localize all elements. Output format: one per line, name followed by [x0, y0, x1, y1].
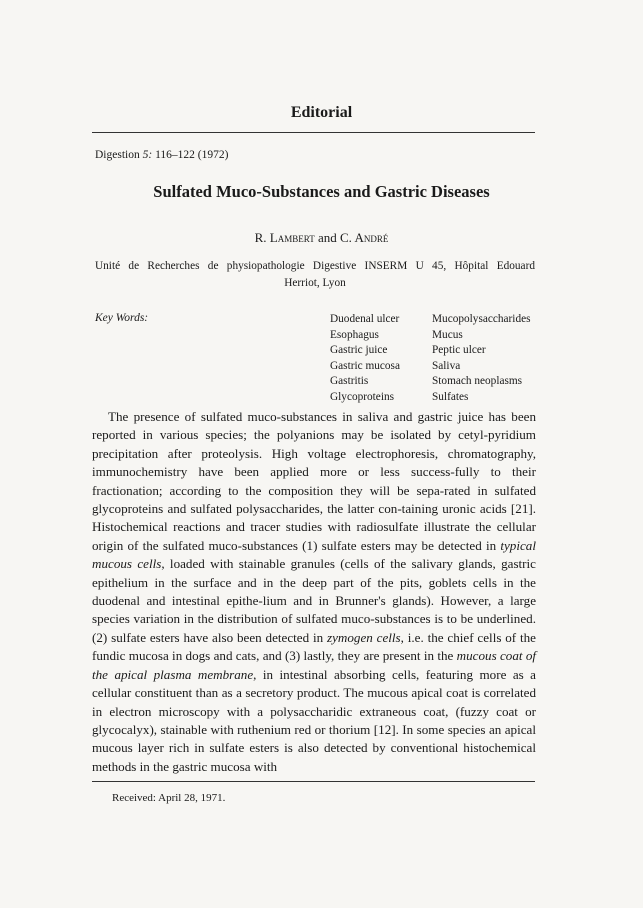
body-span: , loaded with stainable granules (cells of the salivary glands, gastric epithelium in the surface and in the deep part of the pits, goblets cells in the duodenal and intestinal epithe-lium and in Brunner's glands). However, a large species variation in the distribution of sulfated muco-substances is to be underlined. (2) sulfate esters have also been detected in — [92, 556, 536, 645]
body-emphasis: zymogen cells — [327, 629, 401, 645]
author-1: R. Lambert — [254, 230, 315, 245]
author-2: C. André — [340, 230, 389, 245]
key-words-column-2 — [432, 312, 531, 406]
key-word: Mucopolysaccharides — [432, 313, 531, 325]
key-word: Sulfates — [432, 390, 469, 403]
affiliation-line-2: Herriot, Lyon — [284, 277, 346, 289]
body-paragraph — [92, 408, 536, 776]
footnote-rule — [92, 781, 535, 782]
affiliation — [95, 258, 535, 292]
key-word: Mucus — [432, 328, 463, 341]
body-emphasis: mucous coat of the apical plasma membrane — [92, 648, 536, 682]
key-word: Esophagus — [330, 328, 379, 341]
key-word: Saliva — [432, 359, 461, 372]
key-word: Peptic ulcer — [432, 344, 486, 357]
header-rule — [92, 132, 535, 133]
body-span: The presence of sulfated muco-substances in saliva and gastric juice has been reported in various species; the polyanions may be isolated by cetyl-pyridium precipitation after proteolysis. High voltage electrophoresis, chromatography, immunochemistry have been applied more or less success-fully to their fractionation; according to the composition they will be sepa-rated in sulfated glycoproteins and sulfated polysaccharides, the latter con-taining uronic acids [21]. Histochemical reactions and tracer studies with radiosulfate illustrate the cellular origin of the sulfated muco-substances (1) sulfate esters may be detected in — [92, 409, 536, 553]
key-words-column-1 — [330, 312, 400, 406]
key-words-label: Key Words: — [95, 312, 149, 324]
journal-name: Digestion — [95, 149, 140, 161]
key-word: Duodenal ulcer — [330, 313, 400, 325]
affiliation-line-1: Unité de Recherches de physiopathologie Digestive INSERM U 45, Hôpital Edouard — [95, 260, 535, 272]
key-word: Gastritis — [330, 375, 369, 388]
article-title: Sulfated Muco-Substances and Gastric Diseases — [153, 182, 490, 201]
key-word: Glycoproteins — [330, 390, 395, 403]
body-span: , in intestinal absorbing cells, featuring more as a cellular constituent than as a secretory product. The mucous apical coat is correlated in electron microscopy with a polysaccharidic extraneous coat, (fuzzy coat or glycocalyx), stainable with ruthenium red or thorium [12]. In some species an apical mucous layer rich in sulfate esters is also detected by conventional histochemical methods in the gastric mucosa with — [92, 666, 536, 774]
key-word: Stomach neoplasms — [432, 375, 523, 388]
journal-volume: 5: — [142, 149, 153, 161]
body-text — [92, 408, 536, 776]
section-heading: Editorial — [290, 104, 353, 121]
journal-citation — [95, 149, 228, 161]
received-date: Received: April 28, 1971. — [112, 792, 226, 804]
key-word: Gastric juice — [330, 344, 388, 357]
author-conjunction: and — [314, 230, 340, 245]
key-word: Gastric mucosa — [330, 359, 400, 372]
journal-pages: 116–122 (1972) — [152, 149, 229, 161]
body-emphasis: typical mucous cells — [92, 537, 536, 572]
body-span: , i.e. the chief cells of the fundic mucosa in dogs and cats, and (3) lastly, they are present in the — [92, 629, 536, 664]
author-list — [0, 230, 643, 246]
